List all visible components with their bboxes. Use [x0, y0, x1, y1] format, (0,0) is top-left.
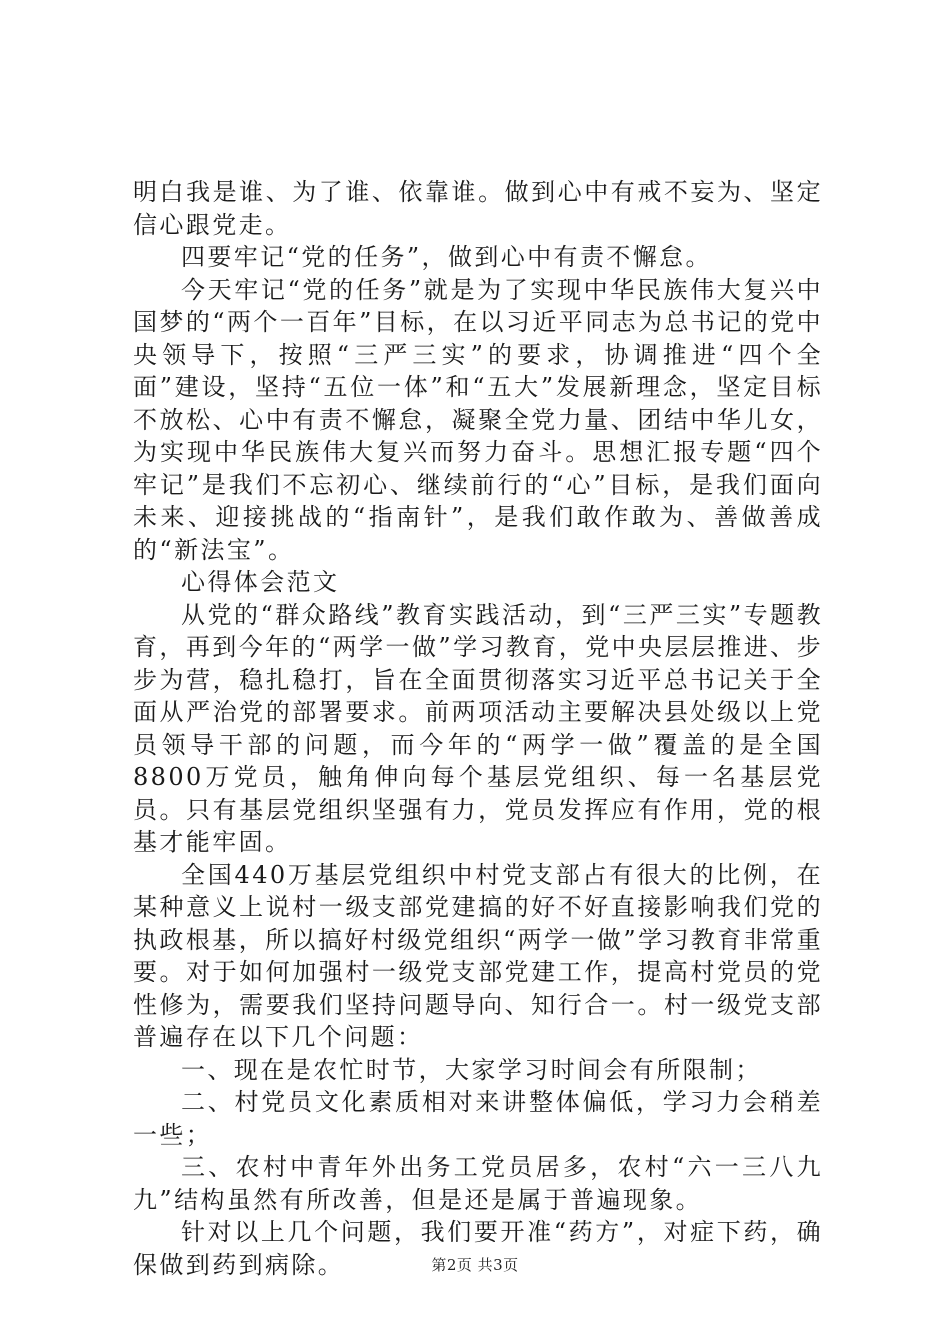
paragraph-continuation: 明白我是谁、为了谁、依靠谁。做到心中有戒不妄为、坚定信心跟党走。 [133, 178, 823, 239]
paragraph-village-branches: 全国440万基层党组织中村党支部占有很大的比例，在某种意义上说村一级支部党建搞的好不好直接影响我们党的执政根基，所以搞好村级党组织“两学一做”学习教育非常重要。对于如何加强村一级党支部党建工作，提高村党员的党性修为，需要我们坚持问题导向、知行合一。村一级党支部普遍存在以下几个问题： [133, 860, 823, 1051]
list-item-problem-3: 三、农村中青年外出务工党员居多，农村“六一三八九九”结构虽然有所改善，但是还是属于普遍现象。 [133, 1153, 823, 1214]
list-item-problem-1: 一、现在是农忙时节，大家学习时间会有所限制； [181, 1055, 762, 1084]
paragraph-remedy: 针对以上几个问题，我们要开准“药方”，对症下药，确保做到药到病除。 [133, 1218, 823, 1279]
section-heading-fourth-task: 四要牢记“党的任务”，做到心中有责不懈怠。 [181, 243, 712, 271]
document-body [133, 176, 823, 1281]
section-heading-essay: 心得体会范文 [181, 568, 340, 596]
page-footer: 第2页 共3页 [431, 1256, 519, 1274]
paragraph-party-task: 今天牢记“党的任务”就是为了实现中华民族伟大复兴中国梦的“两个一百年”目标，在以习近平同志为总书记的党中央领导下，按照“三严三实”的要求，协调推进“四个全面”建设，坚持“五位一体”和“五大”发展新理念，坚定目标不放松、心中有责不懈怠，凝聚全党力量、团结中华儿女，为实现中华民族伟大复兴而努力奋斗。思想汇报专题“四个牢记”是我们不忘初心、继续前行的“心”目标，是我们面向未来、迎接挑战的“指南针”，是我们敢作敢为、善做善成的“新法宝”。 [133, 275, 823, 564]
list-item-problem-2: 二、村党员文化素质相对来讲整体偏低，学习力会稍差一些； [133, 1088, 823, 1149]
paragraph-campaigns: 从党的“群众路线”教育实践活动，到“三严三实”专题教育，再到今年的“两学一做”学习教育，党中央层层推进、步步为营，稳扎稳打，旨在全面贯彻落实习近平总书记关于全面从严治党的部署要求。前两项活动主要解决县处级以上党员领导干部的问题，而今年的“两学一做”覆盖的是全国8800万党员，触角伸向每个基层党组织、每一名基层党员。只有基层党组织坚强有力，党员发挥应有作用，党的根基才能牢固。 [133, 600, 823, 856]
